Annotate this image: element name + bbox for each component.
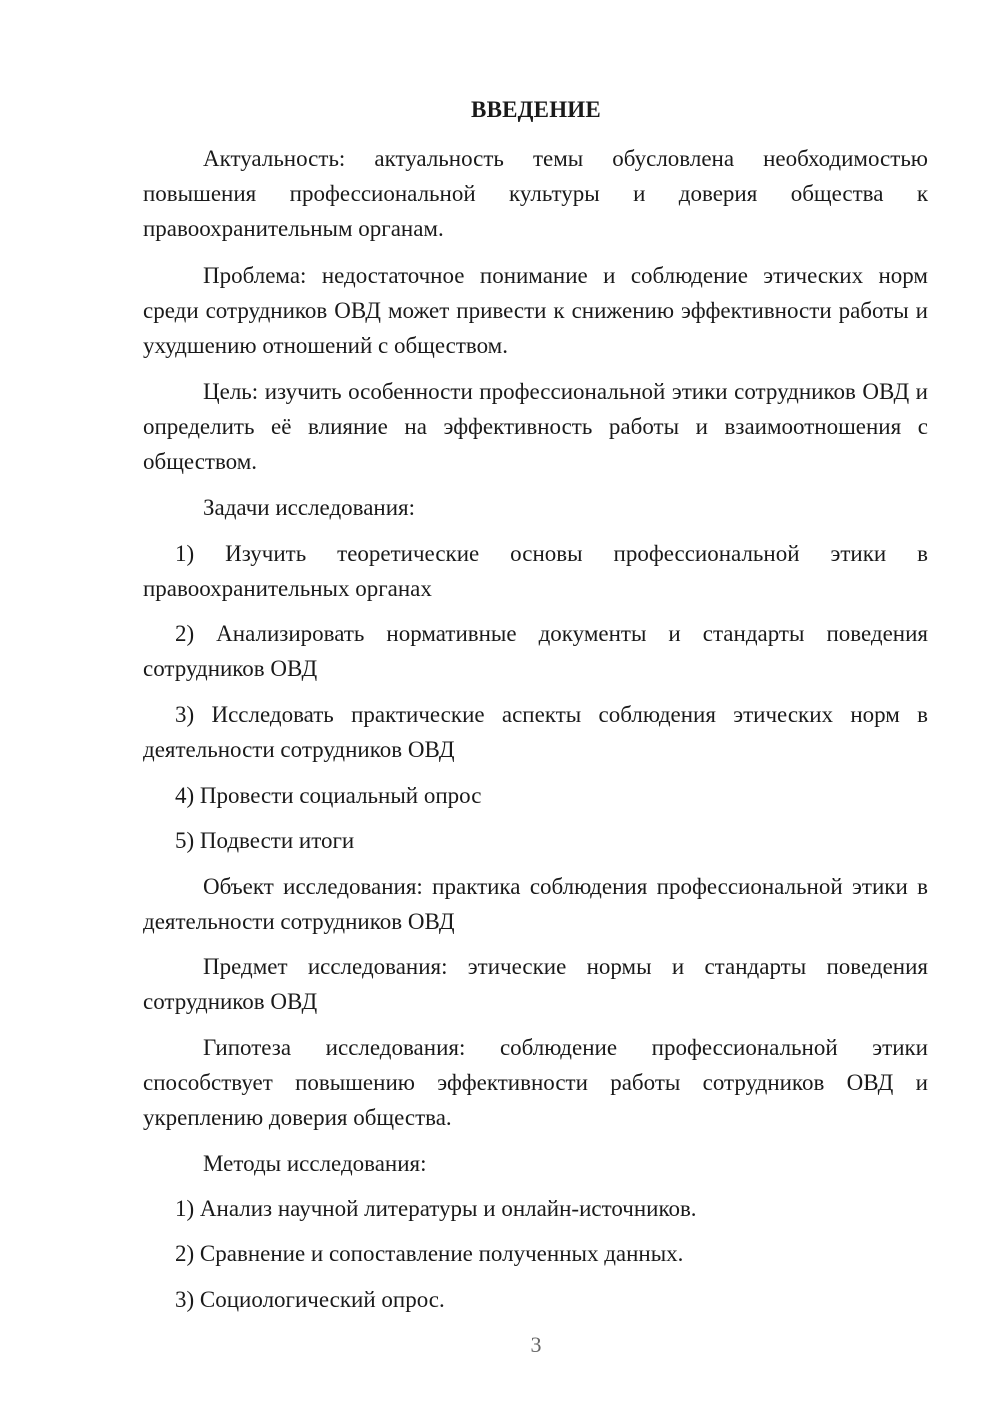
method-item-3-block	[143, 1282, 928, 1317]
task-item: 5) Подвести итоги	[175, 828, 355, 853]
method-item-2-block	[143, 1236, 928, 1271]
tasks-heading: Задачи исследования:	[203, 495, 416, 520]
page-number: 3	[530, 1332, 542, 1357]
task-item-1-block	[143, 536, 928, 606]
task-item-5-block	[143, 823, 928, 858]
object-paragraph: Объект исследования: практика соблюдения профессиональной этики в деятельности сотрудников ОВД	[143, 874, 928, 934]
method-item-1-block	[143, 1191, 928, 1226]
relevance-block	[143, 141, 928, 246]
task-item: 2) Анализировать нормативные документы и стандарты поведения сотрудников ОВД	[143, 621, 928, 681]
hypothesis-block	[143, 1030, 928, 1135]
subject-block	[143, 949, 928, 1019]
task-item: 4) Провести социальный опрос	[175, 783, 482, 808]
task-item-4-block	[143, 778, 928, 813]
method-item: 2) Сравнение и сопоставление полученных данных.	[175, 1241, 684, 1266]
page-title: ВВЕДЕНИЕ	[471, 97, 601, 122]
subject-paragraph: Предмет исследования: этические нормы и стандарты поведения сотрудников ОВД	[143, 954, 928, 1014]
method-item: 3) Социологический опрос.	[175, 1287, 445, 1312]
goal-paragraph: Цель: изучить особенности профессиональной этики сотрудников ОВД и определить её влияние на эффективность работы и взаимоотношения с обществом.	[143, 379, 928, 474]
problem-paragraph: Проблема: недостаточное понимание и соблюдение этических норм среди сотрудников ОВД может привести к снижению эффективности работы и ухудшению отношений с обществом.	[143, 263, 928, 358]
task-item-2-block	[143, 616, 928, 686]
methods-heading: Методы исследования:	[203, 1151, 427, 1176]
method-item: 1) Анализ научной литературы и онлайн-источников.	[175, 1196, 697, 1221]
methods-heading-block	[143, 1146, 928, 1181]
goal-block	[143, 374, 928, 479]
problem-block	[143, 258, 928, 363]
tasks-heading-block	[143, 490, 928, 525]
task-item: 3) Исследовать практические аспекты соблюдения этических норм в деятельности сотрудников ОВД	[143, 702, 928, 762]
object-block	[143, 869, 928, 939]
relevance-paragraph: Актуальность: актуальность темы обусловлена необходимостью повышения профессиональной культуры и доверия общества к правоохранительным органам.	[143, 146, 928, 241]
task-item-3-block	[143, 697, 928, 767]
hypothesis-paragraph: Гипотеза исследования: соблюдение профессиональной этики способствует повышению эффективности работы сотрудников ОВД и укреплению доверия общества.	[143, 1035, 928, 1130]
task-item: 1) Изучить теоретические основы профессиональной этики в правоохранительных органах	[143, 541, 928, 601]
